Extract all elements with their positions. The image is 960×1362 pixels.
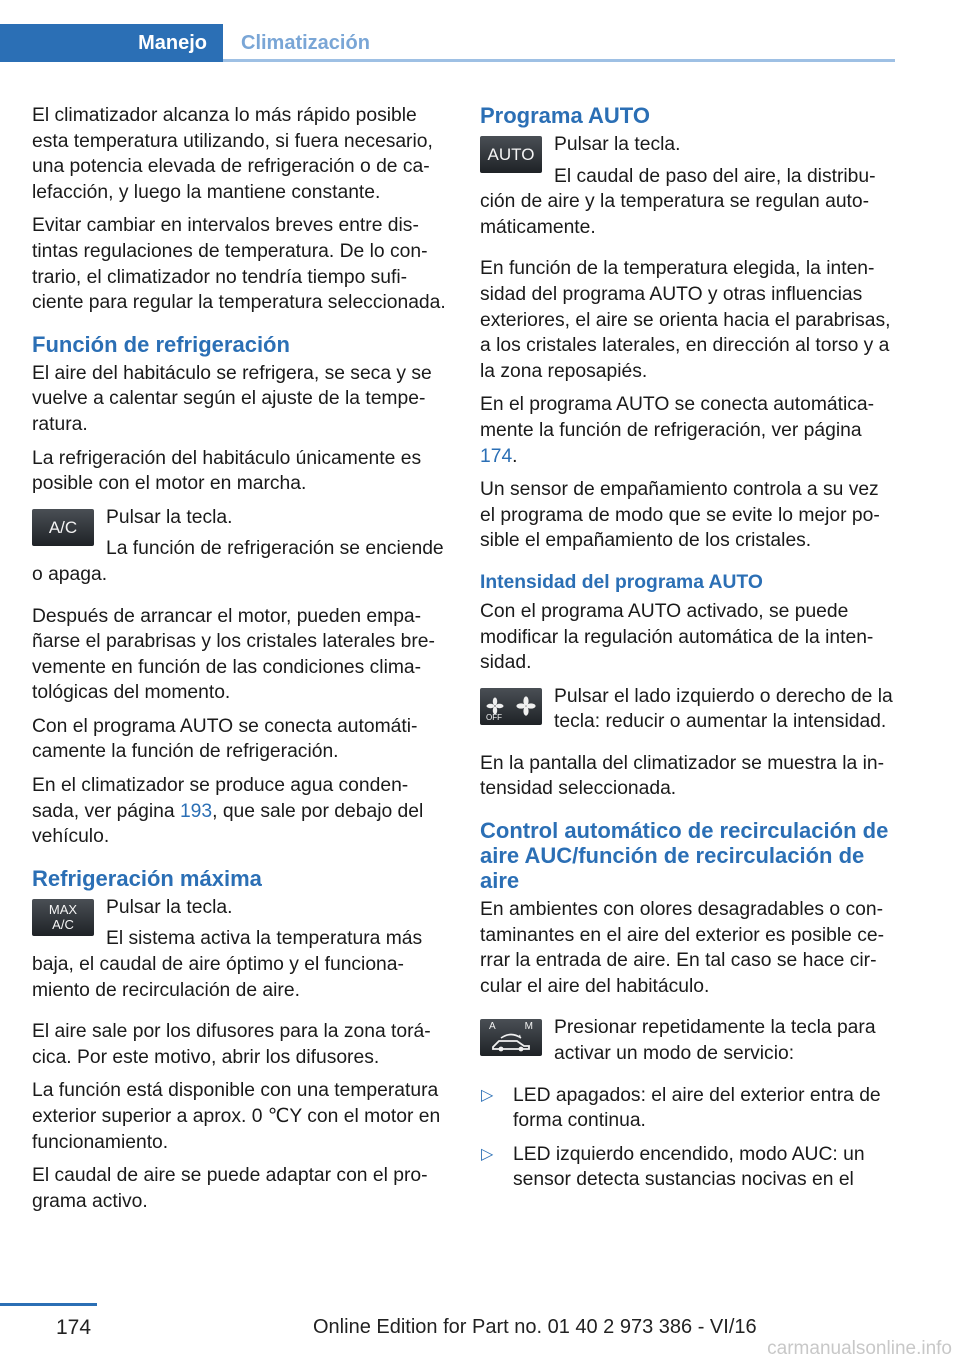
fan-intensity-button-icon: [480, 688, 542, 725]
page-header: [0, 0, 960, 62]
ac-key-block: [32, 505, 446, 588]
paragraph: Un sensor de empañamiento controla a su vez el programa de modo que se evite lo mejor posible el empañamiento de los cristales.: [480, 479, 880, 552]
key-description: Presionar repetidamente la tecla para activar un modo de servicio:: [554, 1017, 876, 1065]
watermark: carmanualsonline.info: [767, 1338, 952, 1359]
key-description: La función de refrigeración se enciende o apaga.: [32, 538, 444, 585]
ac-button-icon: [32, 509, 94, 546]
auto-key-label: AUTO: [487, 145, 535, 164]
recirc-key-block: [480, 1015, 894, 1066]
paragraph: La refrigeración del habitáculo únicamente es posible con el motor en marcha.: [32, 447, 422, 495]
triangle-bullet-icon: ▷: [481, 1086, 494, 1104]
key-instruction: Pulsar la tecla.: [106, 896, 233, 918]
paragraph: [32, 773, 446, 850]
max-ac-button-icon: [32, 899, 94, 936]
fan-off-label: OFF: [486, 712, 502, 722]
key-instruction: Pulsar la tecla.: [106, 506, 233, 528]
header-rule: [223, 59, 895, 62]
paragraph: Después de arrancar el motor, pueden empañarse el parabrisas y los cristales laterales brevemente en función de las condiciones climatológicas del momento.: [32, 605, 435, 704]
heading-auto-program: Programa AUTO: [480, 103, 650, 128]
paragraph: La función está disponible con una temperatura exterior superior a aprox. 0 ℃Y con el motor en funcionamiento.: [32, 1080, 441, 1153]
paragraph: El aire sale por los difusores para la zona torácica. Por este motivo, abrir los difusores.: [32, 1021, 431, 1068]
paragraph: El aire del habitáculo se refrigera, se seca y se vuelve a calentar según el ajuste de la temperatura.: [32, 362, 432, 435]
paragraph: Con el programa AUTO activado, se puede modificar la regulación automática de la intensidad.: [480, 600, 874, 674]
text: En el climatizador se produce agua condensada, ver página: [32, 775, 409, 822]
list-item-text: LED izquierdo encendido, modo AUC: un sensor detecta sustancias nocivas en el: [513, 1143, 865, 1191]
ac-key-label: A/C: [48, 517, 78, 537]
auto-button-icon: [480, 136, 542, 173]
heading-auto-intensity: Intensidad del programa AUTO: [480, 571, 763, 593]
text: , que sale por debajo del vehículo.: [32, 800, 424, 848]
key-instruction: Pulsar la tecla.: [554, 134, 681, 155]
heading-recirculation: Control automático de recirculación de aire AUC/función de recirculación de aire: [480, 818, 889, 894]
text: .: [512, 445, 518, 467]
right-column: [480, 103, 894, 1201]
page-number: 174: [56, 1316, 92, 1339]
list-item: [480, 1142, 894, 1193]
recirc-key-a-label: A: [489, 1021, 496, 1033]
recirc-key-m-label: M: [524, 1021, 533, 1033]
key-description: El caudal de paso del aire, la distribución de aire y la temperatura se regulan automáticamente.: [480, 165, 876, 238]
paragraph: El caudal de aire se puede adaptar con el programa activo.: [32, 1165, 428, 1212]
max-ac-key-block: [32, 895, 446, 1003]
chapter-tab: Climatización: [241, 32, 370, 54]
key-description: Pulsar el lado izquierdo o derecho de la tecla: reducir o aumentar la intensidad.: [554, 685, 893, 733]
key-description: El sistema activa la temperatura más baja, el caudal de aire óptimo y el funcionamiento de recirculación de aire.: [32, 928, 423, 1001]
paragraph: En la pantalla del climatizador se muestra la intensidad seleccionada.: [480, 752, 885, 800]
section-tab: Manejo: [0, 24, 223, 62]
list-item: [480, 1083, 894, 1134]
page-link-174[interactable]: 174: [480, 445, 513, 467]
car-recirculation-icon: [487, 1031, 535, 1053]
heading-max-cooling: Refrigeración máxima: [32, 865, 262, 891]
list-item-text: LED apagados: el aire del exterior entra de forma continua.: [513, 1084, 881, 1132]
left-column: [32, 103, 446, 1222]
auto-key-block: [480, 132, 894, 240]
paragraph: Con el programa AUTO se conecta automáticamente la función de refrigeración.: [32, 715, 418, 763]
max-key-label-bottom: A/C: [52, 917, 74, 933]
page-link-193[interactable]: 193: [179, 800, 213, 822]
recirculation-button-icon: [480, 1019, 542, 1056]
paragraph: En ambientes con olores desagradables o contaminantes en el aire del exterior es posible cerrar la entrada de aire. En tal caso se hace circular el aire del habitáculo.: [480, 899, 885, 997]
service-mode-list: [480, 1083, 894, 1193]
max-key-label-top: MAX: [48, 902, 78, 918]
fan-key-block: [480, 684, 894, 735]
text: En el programa AUTO se conecta automáticamente la función de refrigeración, ver página: [480, 394, 875, 441]
paragraph: Evitar cambiar en intervalos breves entre distintas regulaciones de temperatura. De lo contrario, el climatizador no tendría tiempo suficiente para regular la temperatura seleccionada.: [32, 215, 446, 314]
triangle-bullet-icon: ▷: [481, 1145, 494, 1163]
paragraph: En función de la temperatura elegida, la intensidad del programa AUTO y otras influencias exteriores, el aire se orienta hacia el parabrisas, a los cristales laterales, en dirección al torso y a la zona reposapiés.: [480, 258, 891, 382]
edition-info: Online Edition for Part no. 01 40 2 973 386 - VI/16: [313, 1316, 757, 1338]
paragraph: [480, 392, 894, 469]
paragraph: El climatizador alcanza lo más rápido posible esta temperatura utilizando, si fuera necesario, una potencia elevada de refrigeración o de calefacción, y luego la mantiene constante.: [32, 105, 433, 203]
heading-cooling: Función de refrigeración: [32, 331, 290, 357]
fan-high-icon: [516, 696, 536, 716]
footer-rule: [0, 1303, 97, 1306]
